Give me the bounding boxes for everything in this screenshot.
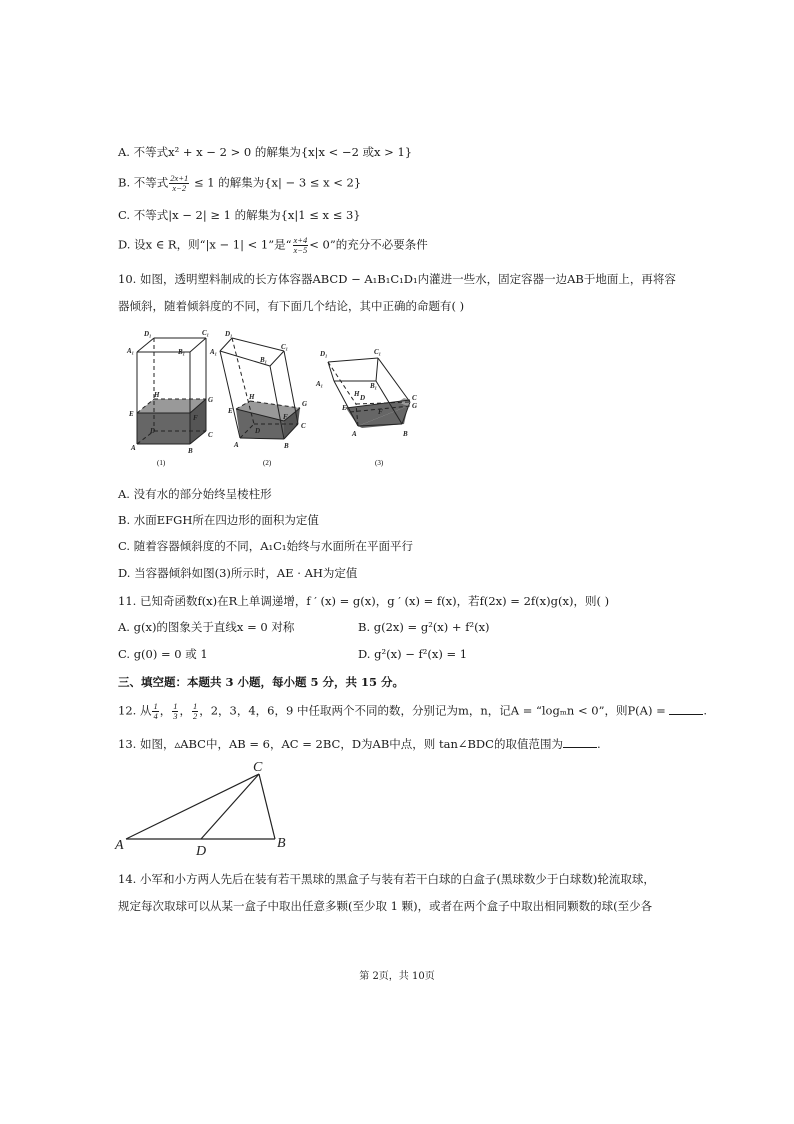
q14-line1: 14. 小军和小方两人先后在装有若干黑球的黑盒子与装有若干白球的白盒子(黑球数少于白球数)轮流取球， (118, 872, 655, 886)
section-3-heading: 三、填空题：本题共 3 小题，每小题 5 分，共 15 分。 (118, 675, 405, 689)
label-d1: D₁ (320, 350, 328, 358)
label-c1: C₁ (374, 348, 382, 356)
label-b1: B₁ (260, 356, 268, 364)
q10-stem-line1: 10. 如图，透明塑料制成的长方体容器ABCD − A₁B₁C₁D₁内灌进一些水，固定容器一边AB于地面上，再将容 (118, 272, 676, 286)
q12-suffix: . (703, 703, 708, 718)
label-e: E (228, 407, 233, 415)
figure-2-caption: (2) (263, 459, 272, 467)
label-g: G (208, 396, 214, 404)
label-a: A (352, 430, 357, 438)
label-b: B (284, 442, 289, 450)
fraction-1-3 (172, 702, 178, 721)
fraction-numerator: 1 (173, 701, 178, 711)
q11-option-c: C. g(0) = 0 或 1 (118, 647, 208, 661)
q12-body: ，2，3，4，6，9 中任取两个不同的数，分别记为m，n，记A = “logₘn < 0”，则P(A) = (199, 703, 666, 718)
label-a1: A₁ (127, 347, 135, 355)
fraction-denominator: 4 (153, 711, 158, 721)
label-b1: B₁ (370, 382, 378, 390)
figure-2-tilted-container (220, 338, 300, 439)
label-h: H (249, 393, 255, 401)
q13-answer-blank (563, 736, 597, 748)
label-b: B (277, 836, 286, 851)
label-f: F (378, 408, 383, 416)
segment-bc (259, 774, 275, 839)
label-c: C (253, 760, 263, 775)
segment-ac (126, 774, 259, 839)
figure-3-caption: (3) (375, 459, 384, 467)
page-footer: 第 2页，共 10页 (359, 971, 435, 982)
q9-option-d-fraction (293, 236, 309, 255)
fraction-numerator: 1 (192, 701, 198, 711)
figure-1-caption: (1) (157, 459, 166, 467)
label-c1: C₁ (202, 329, 210, 337)
q9-option-c: C. 不等式|x − 2| ≥ 1 的解集为{x|1 ≤ x ≤ 3} (118, 208, 361, 222)
label-g: G (302, 400, 308, 408)
label-d: D (196, 844, 207, 858)
label-a: A (234, 441, 239, 449)
q10-option-d: D. 当容器倾斜如图(3)所示时，AE · AH为定值 (118, 566, 358, 580)
fraction-numerator: x+4 (293, 235, 308, 245)
q9-option-a: A. 不等式x² + x − 2 > 0 的解集为{x|x < −2 或x > 1} (118, 145, 413, 159)
fraction-numerator: 1 (153, 701, 158, 711)
label-b1: B₁ (178, 348, 186, 356)
label-d1: D₁ (144, 330, 152, 338)
q9-option-b-prefix: B. 不等式 (118, 175, 169, 190)
q12-text: 12. 从 $\frac{1}{4}$ ， $\frac{1}{3}$ ， $\frac{1}{2}$ ，2，3，4，6，9 中任取两个不同的数，分别记为m，n，记A = “logₘn < 0”，则P(A) = . (118, 701, 708, 721)
q13-text (118, 736, 601, 752)
q10-option-a: A. 没有水的部分始终呈棱柱形 (118, 487, 272, 501)
q9-option-d-suffix: < 0”的充分不必要条件 (309, 237, 428, 252)
label-a1: A₁ (316, 380, 324, 388)
label-d: D (150, 427, 156, 435)
fraction-1-2 (192, 702, 198, 721)
label-e: E (129, 410, 134, 418)
label-d: D (255, 427, 261, 435)
label-a1: A₁ (210, 348, 218, 356)
q13-triangle-figure (112, 758, 302, 858)
q10-option-c: C. 随着容器倾斜度的不同，A₁C₁始终与水面所在平面平行 (118, 539, 414, 553)
label-g: G (412, 402, 418, 410)
fraction-1-4 (152, 702, 158, 721)
q9-option-d (118, 236, 428, 255)
figure-2-labels (209, 330, 307, 450)
q11-option-d: D. g²(x) − f²(x) = 1 (358, 647, 468, 661)
q13-suffix: . (596, 737, 601, 751)
q12-prefix: 12. 从 (118, 703, 152, 718)
label-c: C (208, 431, 213, 439)
label-a: A (115, 838, 124, 853)
q13-body: 13. 如图，▵ABC中，AB = 6，AC = 2BC，D为AB中点，则 tan∠BDC的取值范围为 (118, 737, 563, 751)
label-h: H (154, 391, 160, 399)
fraction-denominator: 3 (173, 711, 178, 721)
label-c: C (412, 394, 417, 402)
fraction-denominator: x−5 (293, 245, 308, 255)
q9-option-b-fraction (169, 174, 189, 193)
label-d: D (360, 394, 366, 402)
figure-3-tilted-container (328, 358, 410, 428)
q12-answer-blank (669, 703, 703, 715)
fraction-numerator: 2x+1 (170, 173, 189, 183)
fraction-denominator: x−2 (172, 183, 187, 193)
q9-option-d-prefix: D. 设x ∈ R，则“|x − 1| < 1”是“ (118, 237, 292, 252)
q14-line2: 规定每次取球可以从某一盒子中取出任意多颗(至少取 1 颗)，或者在两个盒子中取出相同颗数的球(至少各 (118, 899, 653, 913)
q11-stem: 11. 已知奇函数f(x)在R上单调递增，f ′ (x) = g(x)，g ′ (x) = f(x)，若f(2x) = 2f(x)g(x)，则( ) (118, 594, 610, 608)
label-b: B (188, 447, 193, 455)
label-f: F (283, 413, 288, 421)
label-b: B (403, 430, 408, 438)
q9-option-b (118, 174, 361, 193)
q11-option-b: B. g(2x) = g²(x) + f²(x) (358, 620, 490, 634)
q10-option-b: B. 水面EFGH所在四边形的面积为定值 (118, 513, 319, 527)
label-d1: D₁ (225, 330, 233, 338)
segment-dc (201, 774, 259, 839)
q10-figure (120, 326, 430, 474)
label-c1: C₁ (281, 343, 289, 351)
q9-option-b-suffix: ≤ 1 的解集为{x| − 3 ≤ x < 2} (193, 175, 362, 190)
q11-option-a: A. g(x)的图象关于直线x = 0 对称 (118, 620, 295, 634)
label-f: F (193, 414, 198, 422)
label-a: A (131, 444, 136, 452)
label-h: H (354, 390, 360, 398)
q10-stem-line2: 器倾斜，随着倾斜度的不同，有下面几个结论，其中正确的命题有( ) (118, 299, 465, 313)
label-e: E (342, 404, 347, 412)
label-c: C (301, 422, 306, 430)
fraction-denominator: 2 (192, 711, 198, 721)
figure-1-upright-container (137, 338, 206, 444)
